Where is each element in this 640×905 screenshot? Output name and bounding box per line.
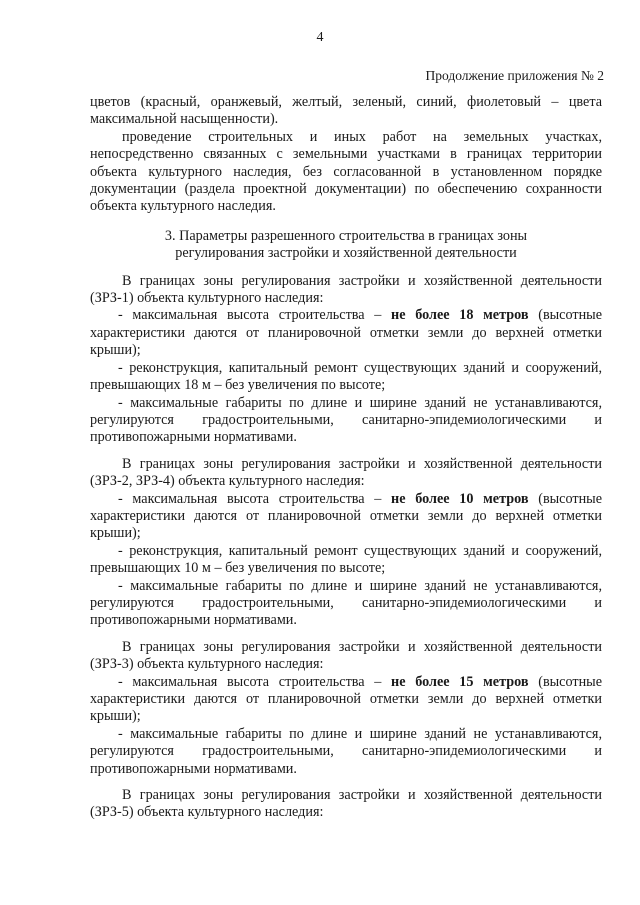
zrz1-intro: В границах зоны регулирования застройки и хозяйственной деятельности (ЗРЗ-1) объекта культурного наследия:	[90, 272, 602, 307]
section-title-line-1: 3. Параметры разрешенного строительства в границах зоны	[164, 227, 528, 244]
zrz2-height-prefix: - максимальная высота строительства –	[118, 490, 392, 507]
page-number: 4	[316, 30, 324, 45]
zrz1-height	[90, 307, 602, 359]
zrz3-height	[90, 674, 602, 726]
zrz2-height-value: не более 10 метров	[391, 490, 529, 507]
section-title	[90, 228, 602, 263]
zrz1-height-prefix: - максимальная высота строительства –	[118, 307, 392, 324]
appendix-note: Продолжение приложения № 2	[425, 68, 604, 83]
zrz1-height-value: не более 18 метров	[391, 307, 529, 324]
section-title-line-2: регулирования застройки и хозяйственной деятельности	[175, 245, 517, 262]
zrz1-height-suffix: (высотные характеристики даются от планировочной отметки земли до верхней отметки крыши);	[90, 307, 602, 359]
zrz2-height-suffix: (высотные характеристики даются от планировочной отметки земли до верхней отметки крыши);	[90, 490, 602, 542]
zrz2-height	[90, 491, 602, 543]
zrz5-intro: В границах зоны регулирования застройки и хозяйственной деятельности (ЗРЗ-5) объекта культурного наследия:	[90, 787, 602, 821]
zrz2-dimensions: - максимальные габариты по длине и ширине зданий не устанавливаются, регулируются градостроительными, санитарно-эпидемиологическими и противопожарными нормативами.	[90, 577, 602, 629]
zrz3-dimensions: - максимальные габариты по длине и ширине зданий не устанавливаются, регулируются градостроительными, санитарно-эпидемиологическими и противопожарными нормативами.	[90, 725, 602, 777]
zrz3-intro: В границах зоны регулирования застройки и хозяйственной деятельности (ЗРЗ-3) объекта культурного наследия:	[90, 638, 602, 673]
zrz3-height-value: не более 15 метров	[391, 673, 529, 690]
document-body	[90, 94, 602, 822]
zrz1-dimensions: - максимальные габариты по длине и ширине зданий не устанавливаются, регулируются градостроительными, санитарно-эпидемиологическими и противопожарными нормативами.	[90, 394, 602, 446]
zrz1-reconstruction: - реконструкция, капитальный ремонт существующих зданий и сооружений, превышающих 18 м – без увеличения по высоте;	[90, 359, 602, 394]
zrz3-height-prefix: - максимальная высота строительства –	[118, 673, 392, 690]
zrz2-reconstruction: - реконструкция, капитальный ремонт существующих зданий и сооружений, превышающих 10 м – без увеличения по высоте;	[90, 542, 602, 577]
zrz2-intro: В границах зоны регулирования застройки и хозяйственной деятельности (ЗРЗ-2, ЗРЗ-4) объекта культурного наследия:	[90, 455, 602, 490]
paragraph-works: проведение строительных и иных работ на земельных участках, непосредственно связанных с земельными участками в границах территории объекта культурного наследия, без согласованной в установленном порядке документации (раздела проектной документации) по обеспечению сохранности объекта культурного наследия.	[90, 128, 602, 215]
zrz3-height-suffix: (высотные характеристики даются от планировочной отметки земли до верхней отметки крыши);	[90, 673, 602, 725]
paragraph-colors: цветов (красный, оранжевый, желтый, зеленый, синий, фиолетовый – цвета максимальной насыщенности).	[90, 94, 602, 128]
